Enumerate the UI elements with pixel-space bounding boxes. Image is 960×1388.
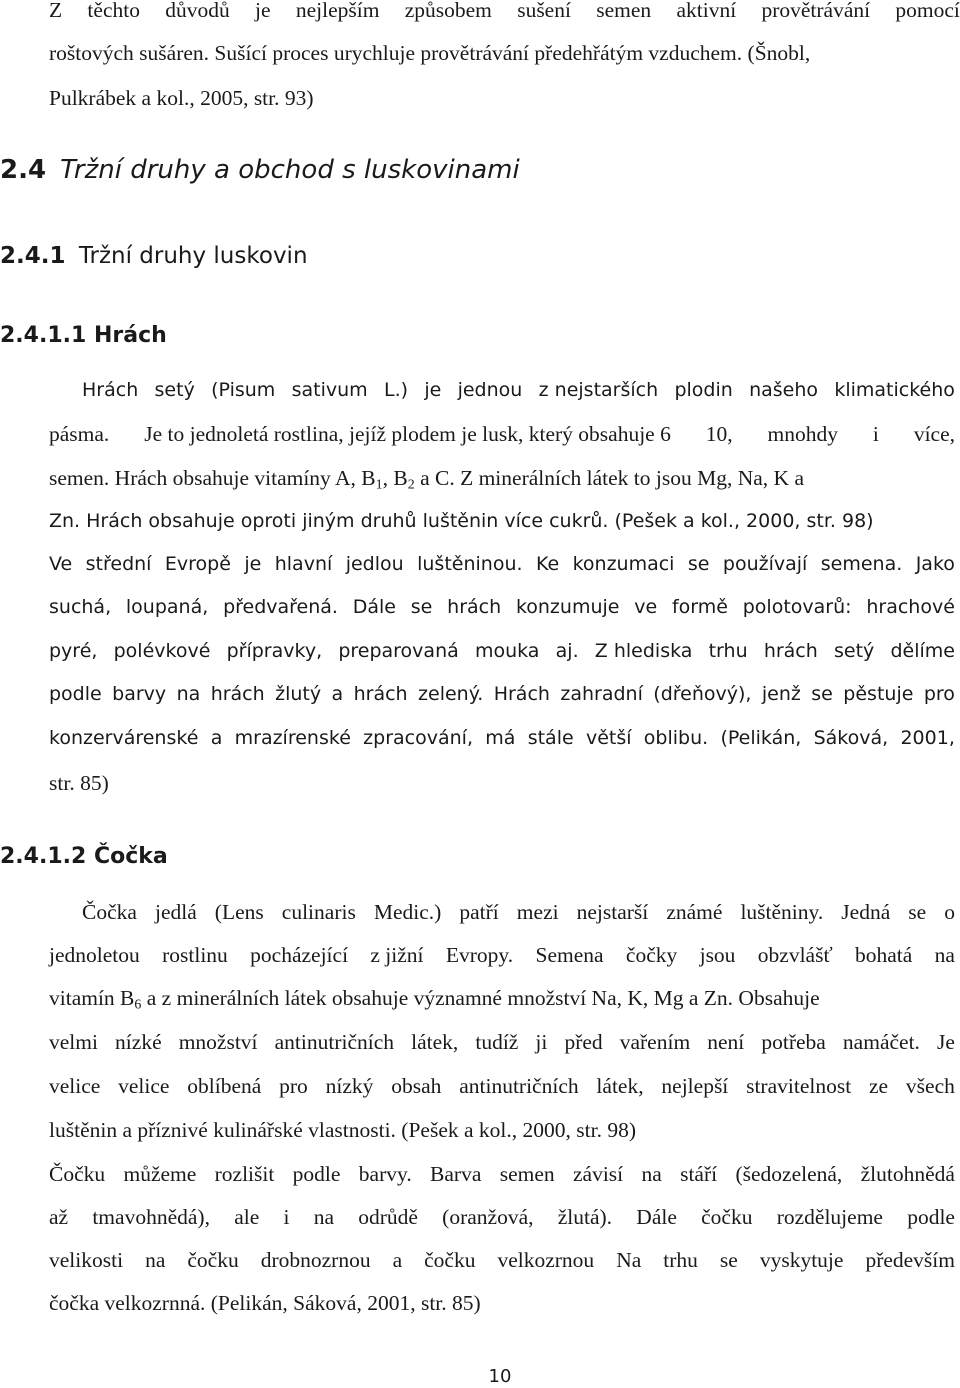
word: jenž (761, 683, 801, 705)
word: velice (118, 1074, 170, 1098)
word: Z (49, 0, 63, 22)
section-heading-cocka (0, 844, 168, 869)
paragraph-line: čočka velkozrnná. (Pelikán, Sáková, 2001, str. 85) (49, 1291, 481, 1315)
word: žlutý (275, 683, 322, 705)
section-heading-2-4 (0, 155, 520, 185)
word: se (719, 1248, 738, 1272)
word: semena. (820, 553, 903, 575)
word: jsou (699, 943, 736, 967)
word: má (485, 727, 516, 749)
section-number: 2.4.1.2 (0, 844, 87, 869)
word: pomocí (895, 0, 960, 22)
word: ji (535, 1030, 548, 1054)
word: hrachové (866, 596, 955, 618)
word: ale (234, 1205, 260, 1229)
word: Ke (535, 553, 560, 575)
word: podle (49, 683, 102, 705)
word: pro (279, 1074, 308, 1098)
word: a (210, 727, 223, 749)
word: Sáková, (813, 727, 889, 749)
word: setý (834, 640, 875, 662)
word: rozlišit (214, 1162, 275, 1186)
word: Barva (430, 1162, 482, 1186)
word: je (424, 379, 442, 401)
word: patří (459, 900, 499, 924)
word: rozdělujeme (776, 1205, 883, 1229)
word: stáří (680, 1162, 718, 1186)
word: Jako (915, 553, 955, 575)
subscript: 6 (134, 997, 142, 1013)
subscript: 1 (375, 477, 383, 493)
word: rostlinu (162, 943, 228, 967)
word: Dále (352, 596, 396, 618)
word: vyskytuje (759, 1248, 844, 1272)
word: oblíbená (187, 1074, 262, 1098)
word: těchto (87, 0, 140, 22)
word: je (244, 553, 262, 575)
section-title: Tržní druhy luskovin (78, 243, 308, 269)
word: i (872, 422, 879, 446)
word: z nejstarších (538, 379, 659, 401)
word: nízký (325, 1074, 374, 1098)
word: Je to jednoletá rostlina, jejíž plodem je lusk, který obsahuje 6 (144, 422, 671, 446)
word: Z hlediska (594, 640, 693, 662)
word: (oranžová, (442, 1205, 534, 1229)
word: barvy (112, 683, 167, 705)
word: polotovarů: (742, 596, 852, 618)
section-heading-2-4-1 (0, 243, 308, 269)
word: čočku (187, 1248, 239, 1272)
word: plodin (674, 379, 733, 401)
word: především (865, 1248, 955, 1272)
word: suchá, (49, 596, 112, 618)
word: podle (907, 1205, 955, 1229)
word: na (313, 1205, 334, 1229)
text-span: a C. Z minerálních látek to jsou Mg, Na, K a (414, 466, 804, 490)
word: jedlá (154, 900, 197, 924)
word: větší (585, 727, 632, 749)
word: loupaná, (125, 596, 209, 618)
word: 2001, (900, 727, 955, 749)
word: na (641, 1162, 662, 1186)
word: potřeba (761, 1030, 826, 1054)
word: se (410, 596, 433, 618)
section-number: 2.4 (0, 155, 47, 185)
word: je (255, 0, 271, 22)
word: ze (869, 1074, 889, 1098)
text-span: semen. Hrách obsahuje vitamíny A, B (49, 466, 376, 490)
word: nejstarší (576, 900, 649, 924)
word: hlavní (274, 553, 333, 575)
paragraph-line (49, 1076, 955, 1098)
word: barvy. (358, 1162, 412, 1186)
word: (dřeňový), (653, 683, 752, 705)
word: Evropě (164, 553, 231, 575)
section-title: Tržní druhy a obchod s luskovinami (60, 155, 520, 185)
word: používají (722, 553, 808, 575)
word: podle (292, 1162, 341, 1186)
word: stále (527, 727, 574, 749)
paragraph-line (49, 598, 955, 617)
section-heading-hrach (0, 323, 167, 348)
word: nejlepším (295, 0, 380, 22)
word: (šedozelená, (735, 1162, 843, 1186)
word: hrách (353, 683, 408, 705)
word: Medic.) (373, 900, 442, 924)
word: známé (666, 900, 723, 924)
word: tmavohnědá), (92, 1205, 210, 1229)
word: zahradní (560, 683, 643, 705)
word: Čočka (82, 900, 137, 924)
word: zelený. (418, 683, 484, 705)
section-title: Hrách (93, 323, 167, 348)
paragraph-line (49, 685, 955, 704)
word: pocházející (250, 943, 349, 967)
word: luštěniny. (740, 900, 824, 924)
word: konzervárenské (49, 727, 199, 749)
word: klimatického (834, 379, 955, 401)
word: až (49, 1205, 69, 1229)
word: odrůdě (358, 1205, 418, 1229)
word: preparovaná (338, 640, 459, 662)
word: ve (634, 596, 658, 618)
word: Jedná (841, 900, 891, 924)
word: nejlepší (661, 1074, 729, 1098)
word: se (687, 553, 710, 575)
word: se (908, 900, 927, 924)
word: antinutričních (274, 1030, 395, 1054)
paragraph-line: luštěnin a příznivé kulinářské vlastnosti. (Pešek a kol., 2000, str. 98) (49, 1118, 636, 1142)
word: důvodů (165, 0, 230, 22)
word: polévkové (113, 640, 211, 662)
word: aj. (555, 640, 579, 662)
word: přípravky, (226, 640, 323, 662)
word: a (392, 1248, 403, 1272)
word: závisí (572, 1162, 624, 1186)
word: namáčet. (842, 1030, 920, 1054)
word: velkozrnou (497, 1248, 595, 1272)
word: mezi (516, 900, 559, 924)
word: mnohdy (767, 422, 839, 446)
word: Ve (49, 553, 73, 575)
word: bohatá (855, 943, 913, 967)
word: luštěninou. (417, 553, 523, 575)
text-span: , B (382, 466, 408, 490)
word: způsobem (404, 0, 492, 22)
paragraph-line (82, 381, 955, 400)
word: na (145, 1248, 166, 1272)
word: jedlou (345, 553, 404, 575)
word: mouka (474, 640, 540, 662)
paragraph-line: Zn. Hrách obsahuje oproti jiným druhů luštěnin více cukrů. (Pešek a kol., 2000, str. 98) (49, 510, 874, 532)
word: množství (178, 1030, 258, 1054)
word: stravitelnost (746, 1074, 852, 1098)
word: oblibu. (643, 727, 709, 749)
word: semen (499, 1162, 555, 1186)
word: trhu (708, 640, 748, 662)
word: sativum (291, 379, 368, 401)
word: pásma. (49, 422, 110, 446)
word: žlutá). (557, 1205, 613, 1229)
paragraph-line (49, 1250, 955, 1272)
word: velice (49, 1074, 101, 1098)
page-number: 10 (488, 1366, 512, 1387)
word: dělíme (890, 640, 955, 662)
word: i (283, 1205, 290, 1229)
word: antinutričních (459, 1074, 579, 1098)
word: provětrávání (761, 0, 871, 22)
word: nízké (115, 1030, 162, 1054)
word: všech (905, 1074, 955, 1098)
word: sušení (517, 0, 571, 22)
word: čočku (424, 1248, 476, 1272)
paragraph-line: str. 85) (49, 771, 109, 795)
word: setý (154, 379, 195, 401)
section-title: Čočka (93, 844, 168, 869)
word: semen (596, 0, 652, 22)
word: aktivní (676, 0, 737, 22)
word: mrazírenské (234, 727, 351, 749)
word: pěstuje (843, 683, 914, 705)
word: zpracování, (363, 727, 473, 749)
word: vařením (619, 1030, 691, 1054)
paragraph-line (49, 1164, 955, 1186)
word: můžeme (123, 1162, 197, 1186)
word: jednoletou (49, 943, 140, 967)
word: Evropy. (445, 943, 514, 967)
word: trhu (663, 1248, 698, 1272)
word: hrách (447, 596, 502, 618)
word: a (331, 683, 344, 705)
paragraph-line (49, 555, 955, 574)
word: hrách (763, 640, 818, 662)
word: konzumaci (572, 553, 675, 575)
word: čočku (701, 1205, 753, 1229)
paragraph-line: roštových sušáren. Sušící proces urychluje provětrávání předehřátým vzduchem. (Šnobl, (49, 41, 811, 65)
word: z jižní (370, 943, 424, 967)
word: obzvlášť (757, 943, 833, 967)
word: Semena (535, 943, 604, 967)
paragraph-line (49, 986, 960, 1013)
word: látek, (596, 1074, 644, 1098)
paragraph-line (49, 466, 960, 493)
word: Hrách (493, 683, 550, 705)
paragraph-line (49, 642, 955, 661)
word: formě (671, 596, 728, 618)
word: pro (923, 683, 955, 705)
text-span: vitamín B (49, 986, 135, 1010)
word: látek, (411, 1030, 459, 1054)
paragraph-line (49, 424, 955, 446)
word: drobnozrnou (260, 1248, 371, 1272)
text-span: a z minerálních látek obsahuje významné množství Na, K, Mg a Zn. Obsahuje (141, 986, 820, 1010)
word: (Lens (214, 900, 264, 924)
word: (Pelikán, (720, 727, 802, 749)
word: Je (937, 1030, 955, 1054)
paragraph-line (49, 945, 955, 967)
word: před (564, 1030, 603, 1054)
word: obsah (391, 1074, 442, 1098)
word: našeho (749, 379, 819, 401)
section-number: 2.4.1 (0, 243, 66, 269)
word: žlutohnědá (860, 1162, 955, 1186)
word: na (176, 683, 201, 705)
word: tudíž (475, 1030, 519, 1054)
word: jednou (457, 379, 523, 401)
word: o (944, 900, 955, 924)
word: se (811, 683, 833, 705)
word: na (934, 943, 955, 967)
word: L.) (383, 379, 409, 401)
word: (Pisum (211, 379, 276, 401)
word: není (707, 1030, 745, 1054)
paragraph-line (49, 0, 960, 22)
word: konzumuje (515, 596, 620, 618)
word: 10, (705, 422, 733, 446)
paragraph-line (82, 902, 955, 924)
word: velmi (49, 1030, 98, 1054)
word: pyré, (49, 640, 98, 662)
paragraph-line (49, 729, 955, 748)
word: více, (913, 422, 955, 446)
word: culinaris (281, 900, 356, 924)
paragraph-line (49, 1207, 955, 1229)
word: Čočku (49, 1162, 106, 1186)
word: hrách (210, 683, 265, 705)
word: Dále (636, 1205, 677, 1229)
word: Na (616, 1248, 642, 1272)
paragraph-line (49, 1032, 955, 1054)
subscript: 2 (407, 477, 415, 493)
section-number: 2.4.1.1 (0, 323, 87, 348)
word: čočky (625, 943, 678, 967)
word: předvařená. (223, 596, 338, 618)
word: střední (85, 553, 152, 575)
paragraph-line: Pulkrábek a kol., 2005, str. 93) (49, 86, 314, 110)
word: Hrách (82, 379, 139, 401)
word: velikosti (49, 1248, 124, 1272)
